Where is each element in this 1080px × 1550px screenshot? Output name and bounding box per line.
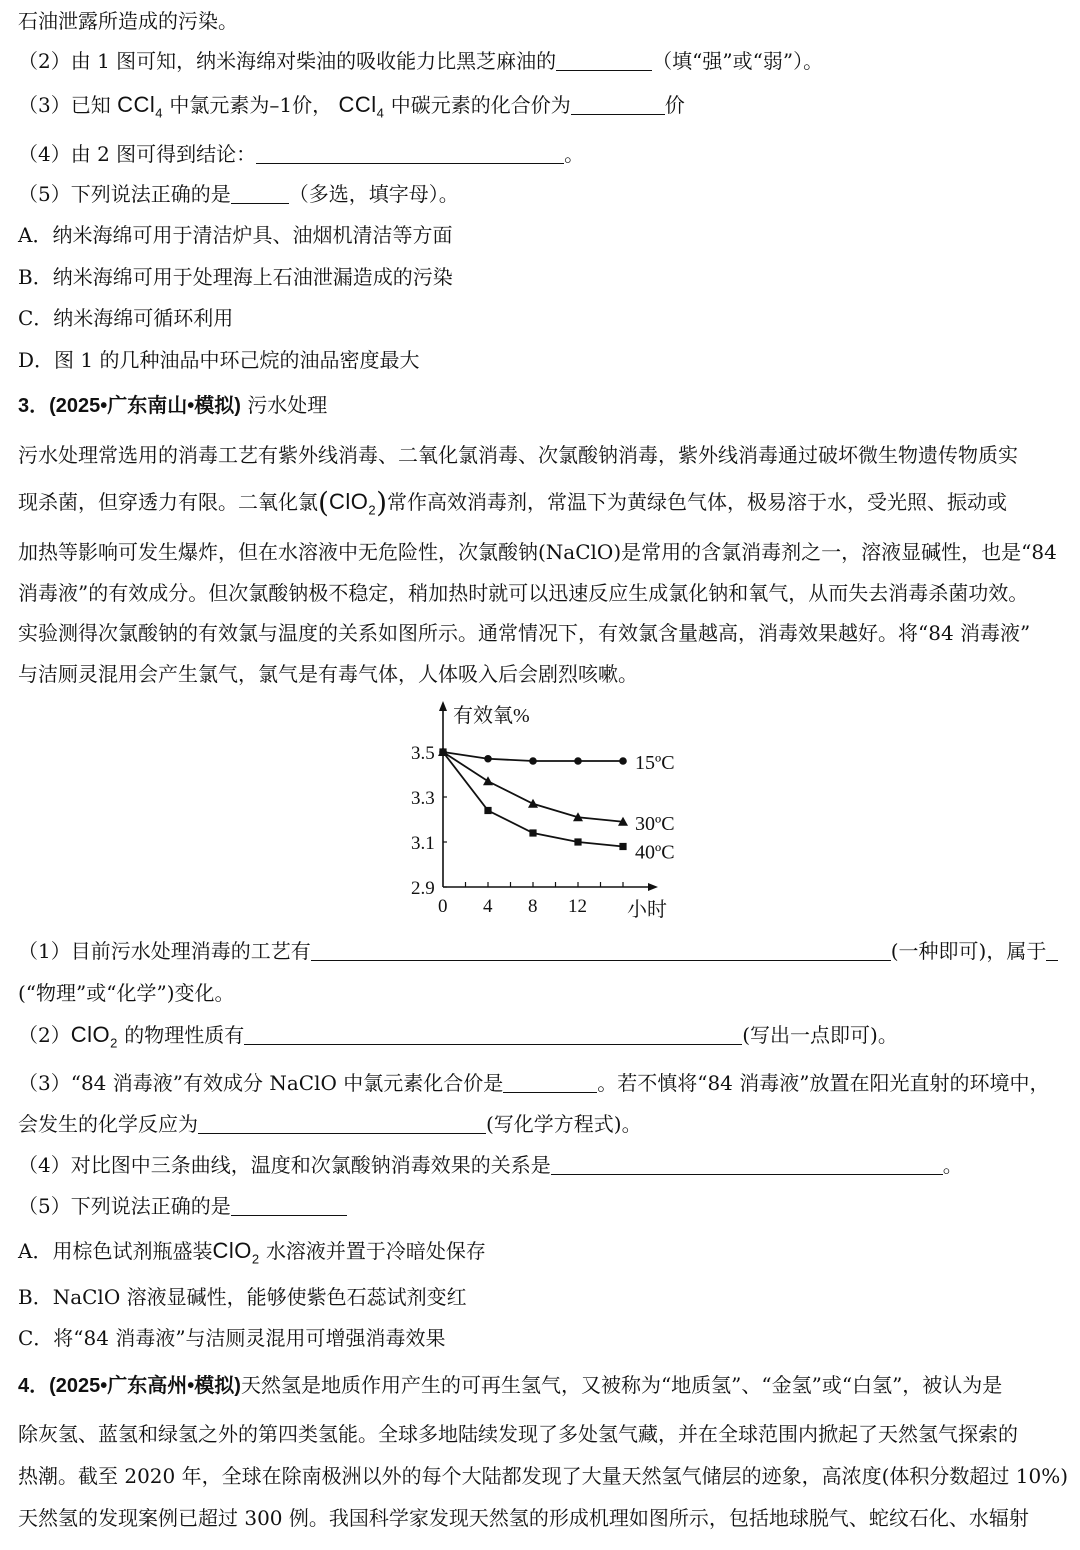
x-axis-label: 小时	[627, 899, 667, 921]
answer-blank-q3-1a[interactable]	[311, 940, 891, 961]
q3-option-b: B．NaClO 溶液显碱性，能够使紫色石蕊试剂变红	[18, 1285, 467, 1309]
series-label: 15ºC	[635, 752, 675, 774]
y-axis-label: 有效氧%	[453, 705, 530, 727]
formula-ccl4-2: CCl$_4$	[338, 92, 385, 121]
data-point	[528, 799, 538, 808]
q3-para-line3: 加热等影响可发生爆炸，但在水溶液中无危险性，次氯酸钠(NaClO)是常用的含氯消毒剂之一，溶液显碱性，也是“84	[18, 540, 1057, 564]
y-tick-label: 3.1	[411, 833, 435, 854]
effective-chlorine-chart	[395, 700, 695, 925]
series-circle	[439, 748, 674, 774]
data-point	[529, 829, 536, 836]
answer-blank-q3-1b[interactable]	[1046, 940, 1058, 961]
q2-sub5: （5）下列说法正确的是 （多选，填字母）。	[18, 182, 459, 206]
q2-option-c: C．纳米海绵可循环利用	[18, 306, 234, 330]
data-point	[574, 757, 582, 765]
q2-option-a: A．纳米海绵可用于清洁炉具、油烟机清洁等方面	[18, 223, 453, 247]
q3-para-line2: 现杀菌，但穿透力有限。二氧化氯(ClO$_2$)常作高效消毒剂，常温下为黄绿色气体，极易溶于水，受光照、振动或	[18, 486, 1007, 519]
answer-blank-q2-3[interactable]	[571, 94, 665, 115]
formula-clo2-opt: ClO$_2$	[212, 1238, 260, 1267]
q3-sub3-line2: 会发生的化学反应为 (写化学方程式)。	[18, 1112, 642, 1136]
data-point	[484, 755, 492, 763]
data-point	[483, 776, 493, 785]
data-point	[529, 757, 537, 765]
series-label: 40ºC	[635, 841, 675, 864]
data-point	[574, 838, 581, 845]
q2-sub4: （4）由 2 图可得到结论： 。	[18, 142, 585, 166]
q2-line0: 石油泄露所造成的污染。	[18, 9, 238, 33]
y-tick-label: 2.9	[411, 878, 435, 899]
q3-para-line1: 污水处理常选用的消毒工艺有紫外线消毒、二氧化氯消毒、次氯酸钠消毒，紫外线消毒通过破坏微生物遗传物质实	[18, 443, 1018, 467]
q3-sub4: （4）对比图中三条曲线，温度和次氯酸钠消毒效果的关系是 。	[18, 1153, 963, 1177]
formula-ccl4: CCl$_4$	[117, 92, 163, 121]
answer-blank-q3-3b[interactable]	[198, 1113, 486, 1134]
q3-sub3: （3）“84 消毒液”有效成分 NaClO 中氯元素化合价是 。若不慎将“84 消毒液”放置在阳光直射的环境中，	[18, 1071, 1050, 1095]
q2-sub2: （2）由 1 图可知，纳米海绵对柴油的吸收能力比黑芝麻油的 （填“强”或“弱”）。	[18, 49, 824, 73]
y-tick-label: 3.5	[411, 743, 435, 764]
q4-para-line2: 除灰氢、蓝氢和绿氢之外的第四类氢能。全球多地陆续发现了多处氢气藏，并在全球范围内掀起了天然氢气探索的	[18, 1422, 1018, 1446]
q3-para-line4: 消毒液”的有效成分。但次氯酸钠极不稳定，稍加热时就可以迅速反应生成氯化钠和氧气，从而失去消毒杀菌功效。	[18, 581, 1029, 605]
data-point	[619, 757, 627, 765]
data-point	[484, 807, 491, 814]
q3-option-c: C．将“84 消毒液”与洁厕灵混用可增强消毒效果	[18, 1326, 446, 1350]
q3-sub2: （2）ClO$_2$ 的物理性质有 (写出一点即可)。	[18, 1022, 898, 1051]
q3-option-a: A．用棕色试剂瓶盛装ClO$_2$ 水溶液并置于冷暗处保存	[18, 1238, 486, 1267]
data-point	[619, 843, 626, 850]
q3-para-line6: 与洁厕灵混用会产生氯气，氯气是有毒气体，人体吸入后会剧烈咳嗽。	[18, 662, 638, 686]
q3-header: 3．(2025•广东南山•模拟) 污水处理	[18, 393, 328, 417]
q3-sub1: （1）目前污水处理消毒的工艺有 (一种即可)，属于	[18, 938, 1058, 964]
data-point	[439, 748, 446, 755]
x-tick-label: 8	[528, 896, 538, 917]
answer-blank-q3-4[interactable]	[551, 1154, 943, 1175]
q4-para-line4: 天然氢的发现案例已超过 300 例。我国科学家发现天然氢的形成机理如图所示，包括地球脱气、蛇纹石化、水辐射	[18, 1506, 1029, 1530]
series-label: 30ºC	[635, 812, 675, 835]
formula-clo2-q2: ClO$_2$	[70, 1022, 118, 1051]
answer-blank-q2-2[interactable]	[556, 50, 652, 71]
q4-para-line3: 热潮。截至 2020 年，全球在除南极洲以外的每个大陆都发现了大量天然氢气储层的迹象，高浓度(体积分数超过 10%)	[18, 1464, 1069, 1488]
q2-option-d: D．图 1 的几种油品中环己烷的油品密度最大	[18, 348, 420, 372]
answer-blank-q3-3a[interactable]	[503, 1072, 597, 1093]
q2-option-b: B．纳米海绵可用于处理海上石油泄漏造成的污染	[18, 265, 453, 289]
q4-header: 4．(2025•广东高州•模拟)天然氢是地质作用产生的可再生氢气，又被称为“地质氢”、“金氢”或“白氢”，被认为是	[18, 1373, 1003, 1397]
x-tick-label: 12	[568, 896, 587, 917]
y-tick-label: 3.3	[411, 788, 435, 809]
answer-blank-q3-5[interactable]	[231, 1195, 347, 1216]
answer-blank-q2-5[interactable]	[231, 183, 289, 204]
answer-blank-q3-2[interactable]	[244, 1024, 742, 1045]
q3-sub1-line2: (“物理”或“化学”)变化。	[18, 981, 235, 1005]
q3-sub5: （5）下列说法正确的是	[18, 1193, 347, 1219]
q3-para-line5: 实验测得次氯酸钠的有效氯与温度的关系如图所示。通常情况下，有效氯含量越高，消毒效果越好。将“84 消毒液”	[18, 621, 1031, 645]
answer-blank-q2-4[interactable]	[256, 143, 564, 164]
x-tick-label: 0	[438, 896, 448, 917]
x-tick-label: 4	[483, 896, 493, 917]
q2-sub3: （3）已知 CCl$_4$ 中氯元素为–1价， CCl$_4$ 中碳元素的化合价为 价	[18, 92, 685, 121]
formula-clo2: ClO$_2$	[328, 489, 377, 518]
